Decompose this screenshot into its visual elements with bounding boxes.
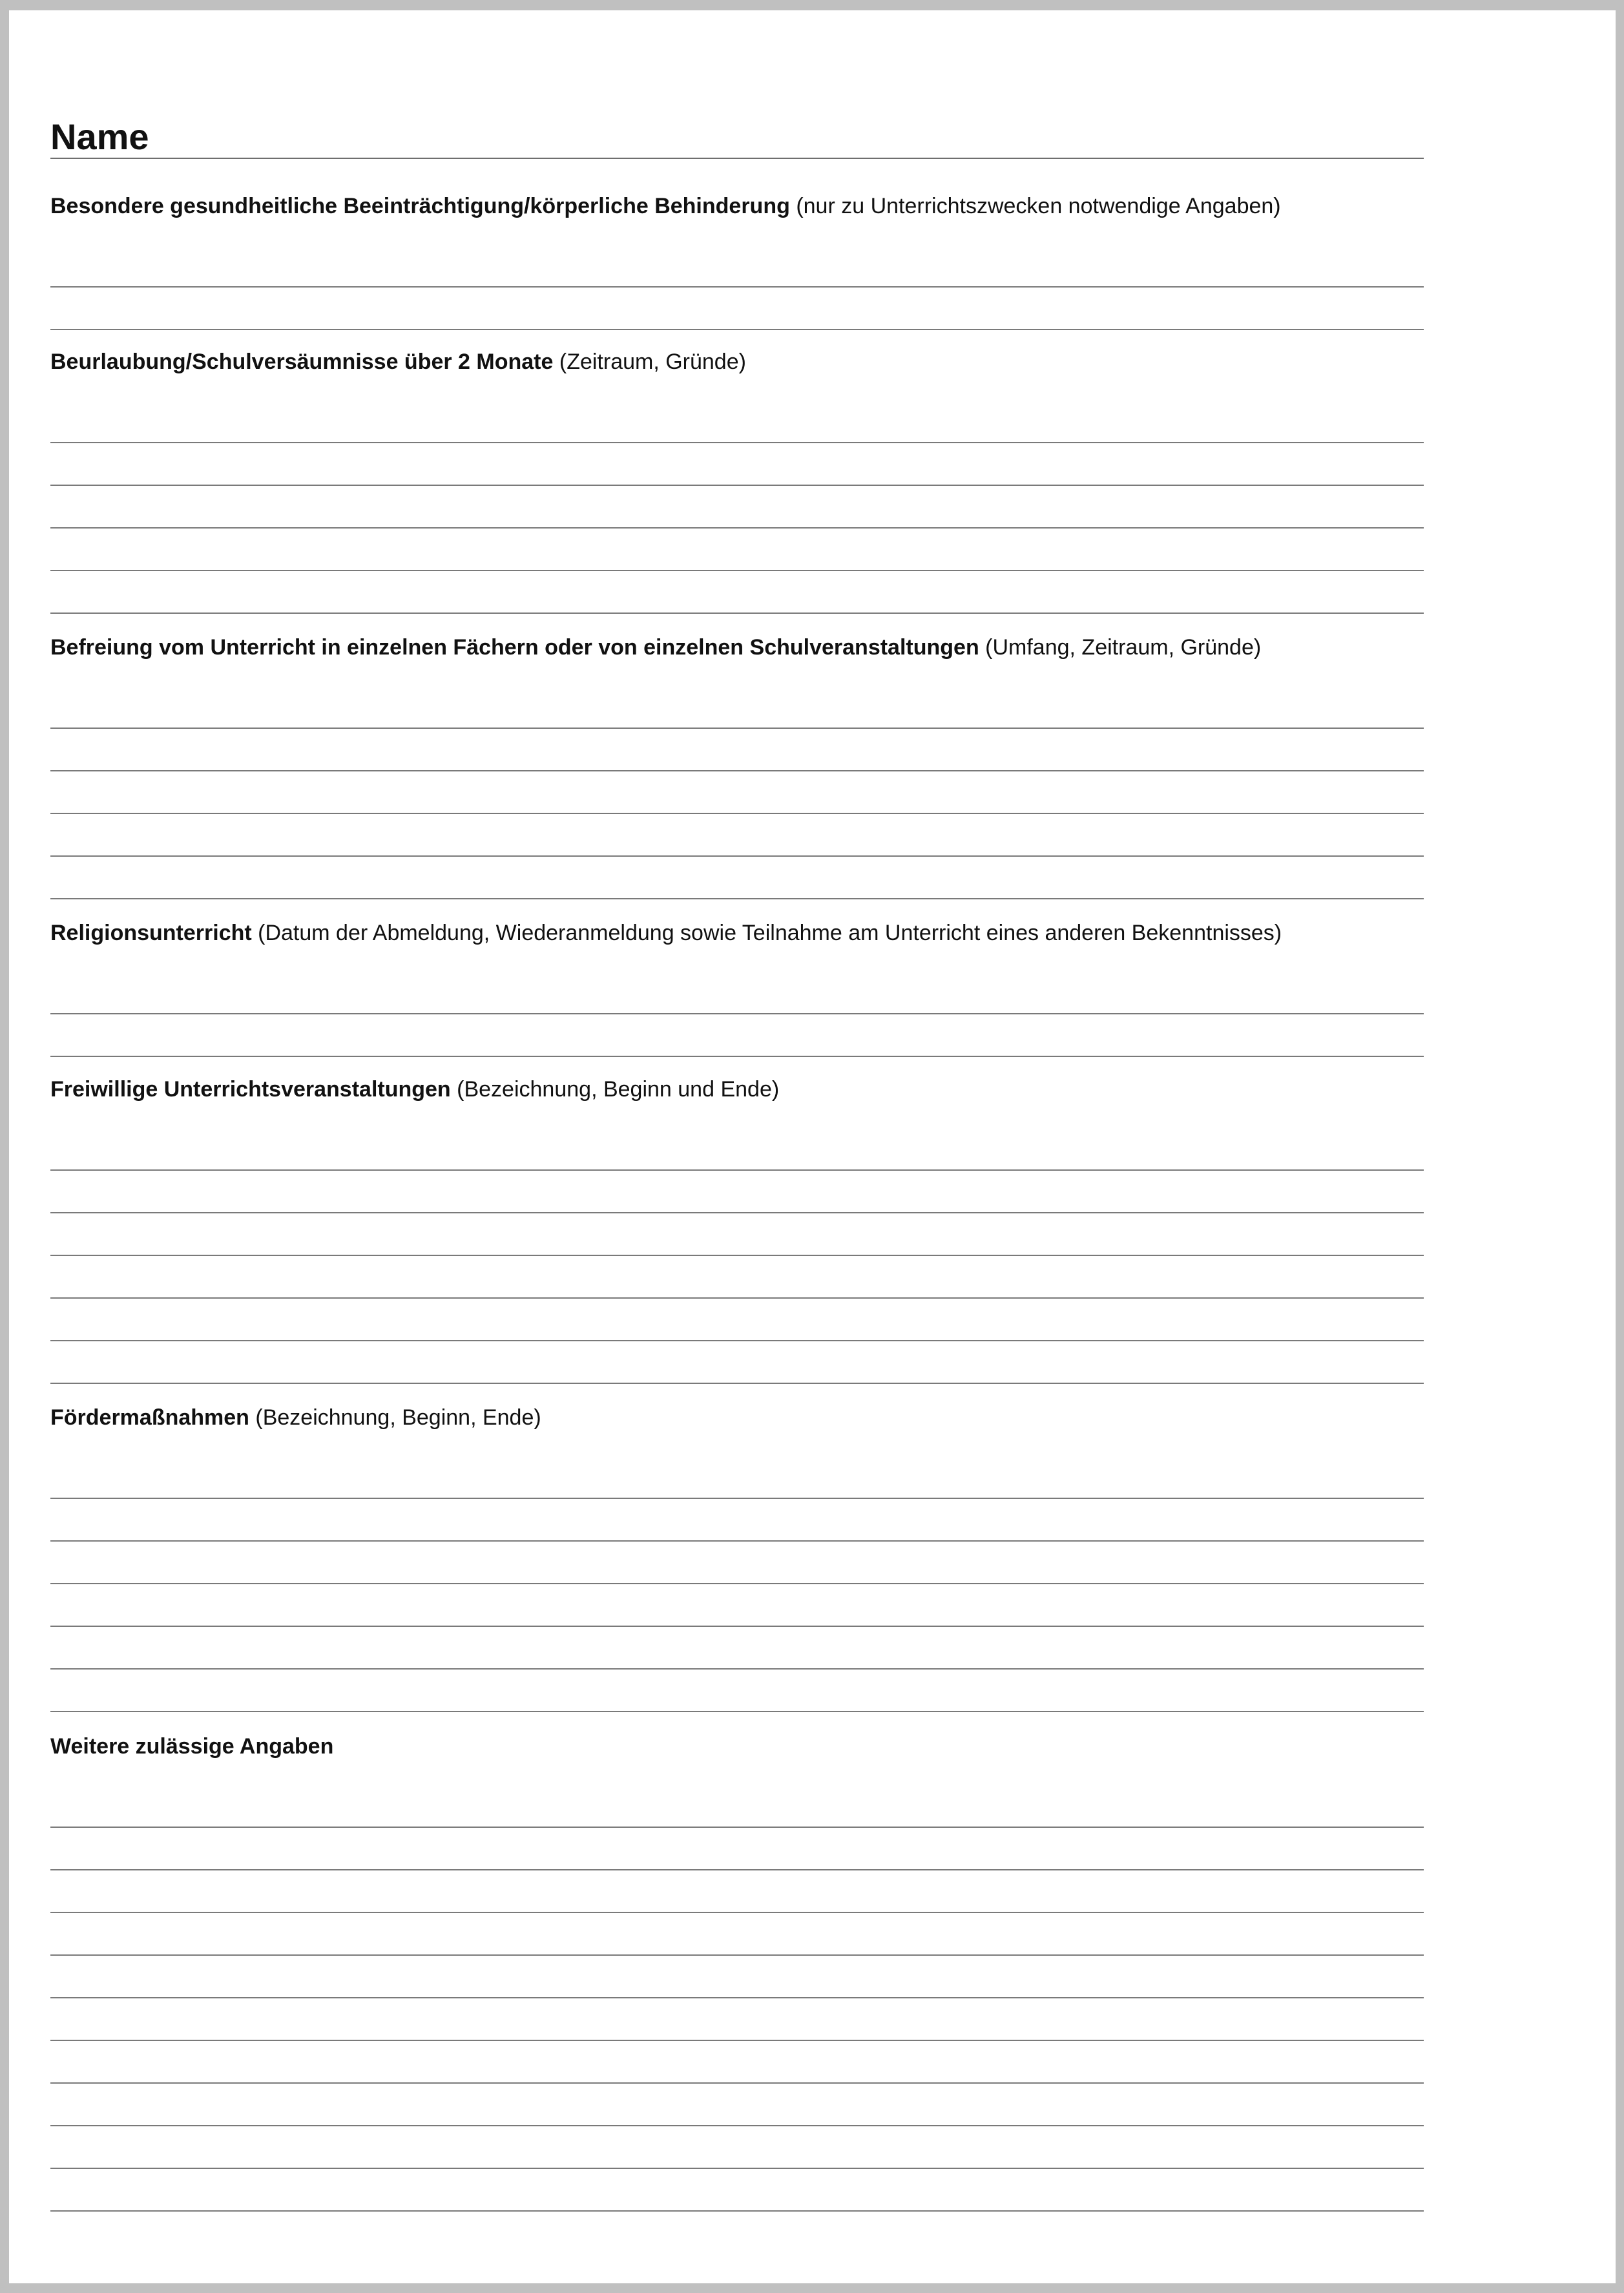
write-line[interactable] bbox=[50, 1342, 1424, 1384]
write-line[interactable] bbox=[50, 857, 1424, 899]
section-note: (Umfang, Zeitraum, Gründe) bbox=[979, 635, 1262, 660]
section-heading bbox=[50, 351, 1424, 373]
write-line[interactable] bbox=[50, 1999, 1424, 2041]
section-title: Weitere zulässige Angaben bbox=[50, 1734, 334, 1759]
section-health bbox=[50, 195, 1424, 331]
write-line[interactable] bbox=[50, 1015, 1424, 1057]
write-line[interactable] bbox=[50, 529, 1424, 571]
section-note: (Datum der Abmeldung, Wiederanmeldung sowie Teilnahme am Unterricht eines anderen Bekenntnisses) bbox=[251, 921, 1282, 945]
name-field-label: Name bbox=[50, 106, 1424, 159]
section-title: Fördermaßnahmen bbox=[50, 1405, 249, 1430]
write-line[interactable] bbox=[50, 288, 1424, 330]
section-note: (Bezeichnung, Beginn und Ende) bbox=[450, 1077, 780, 1102]
section-further-details bbox=[50, 1735, 1424, 2212]
write-line[interactable] bbox=[50, 444, 1424, 486]
write-lines bbox=[50, 401, 1424, 614]
write-line[interactable] bbox=[50, 2127, 1424, 2169]
section-leave-absence bbox=[50, 351, 1424, 614]
write-lines bbox=[50, 246, 1424, 330]
write-line[interactable] bbox=[50, 1171, 1424, 1213]
write-line[interactable] bbox=[50, 1828, 1424, 1870]
section-note: (Bezeichnung, Beginn, Ende) bbox=[249, 1405, 541, 1430]
write-line[interactable] bbox=[50, 1214, 1424, 1256]
write-line[interactable] bbox=[50, 1129, 1424, 1171]
write-line[interactable] bbox=[50, 1670, 1424, 1712]
write-line[interactable] bbox=[50, 1786, 1424, 1828]
section-heading bbox=[50, 636, 1424, 658]
section-exemption bbox=[50, 636, 1424, 900]
section-heading bbox=[50, 922, 1424, 944]
write-lines bbox=[50, 972, 1424, 1057]
section-title: Besondere gesundheitliche Beeinträchtigung/körperliche Behinderung bbox=[50, 194, 790, 218]
write-line[interactable] bbox=[50, 1628, 1424, 1670]
write-line[interactable] bbox=[50, 2042, 1424, 2084]
write-line[interactable] bbox=[50, 246, 1424, 288]
section-heading bbox=[50, 1735, 1424, 1757]
write-line[interactable] bbox=[50, 1542, 1424, 1584]
write-line[interactable] bbox=[50, 972, 1424, 1014]
write-line[interactable] bbox=[50, 2084, 1424, 2126]
section-support-measures bbox=[50, 1407, 1424, 1713]
section-note: (Zeitraum, Gründe) bbox=[553, 350, 746, 374]
write-line[interactable] bbox=[50, 1257, 1424, 1299]
write-line[interactable] bbox=[50, 1871, 1424, 1913]
write-line[interactable] bbox=[50, 1956, 1424, 1998]
write-line[interactable] bbox=[50, 1299, 1424, 1341]
form-page bbox=[9, 10, 1616, 2283]
section-religion bbox=[50, 922, 1424, 1058]
write-lines bbox=[50, 1786, 1424, 2212]
section-note: (nur zu Unterrichtszwecken notwendige Angaben) bbox=[789, 194, 1281, 218]
section-title: Religionsunterricht bbox=[50, 921, 252, 945]
write-line[interactable] bbox=[50, 1500, 1424, 1542]
write-lines bbox=[50, 1457, 1424, 1712]
write-lines bbox=[50, 687, 1424, 899]
section-heading bbox=[50, 1078, 1424, 1100]
write-line[interactable] bbox=[50, 2170, 1424, 2212]
write-line[interactable] bbox=[50, 1914, 1424, 1956]
section-heading bbox=[50, 195, 1424, 217]
write-line[interactable] bbox=[50, 772, 1424, 814]
section-heading bbox=[50, 1407, 1424, 1429]
section-voluntary bbox=[50, 1078, 1424, 1385]
section-title: Freiwillige Unterrichtsveranstaltungen bbox=[50, 1077, 451, 1102]
write-line[interactable] bbox=[50, 1457, 1424, 1499]
write-line[interactable] bbox=[50, 815, 1424, 857]
write-line[interactable] bbox=[50, 687, 1424, 729]
section-title: Befreiung vom Unterricht in einzelnen Fächern oder von einzelnen Schulveranstaltungen bbox=[50, 635, 979, 660]
write-line[interactable] bbox=[50, 729, 1424, 771]
section-title: Beurlaubung/Schulversäumnisse über 2 Monate bbox=[50, 350, 554, 374]
write-line[interactable] bbox=[50, 487, 1424, 529]
write-line[interactable] bbox=[50, 1585, 1424, 1627]
write-line[interactable] bbox=[50, 401, 1424, 443]
write-lines bbox=[50, 1129, 1424, 1384]
write-line[interactable] bbox=[50, 572, 1424, 614]
